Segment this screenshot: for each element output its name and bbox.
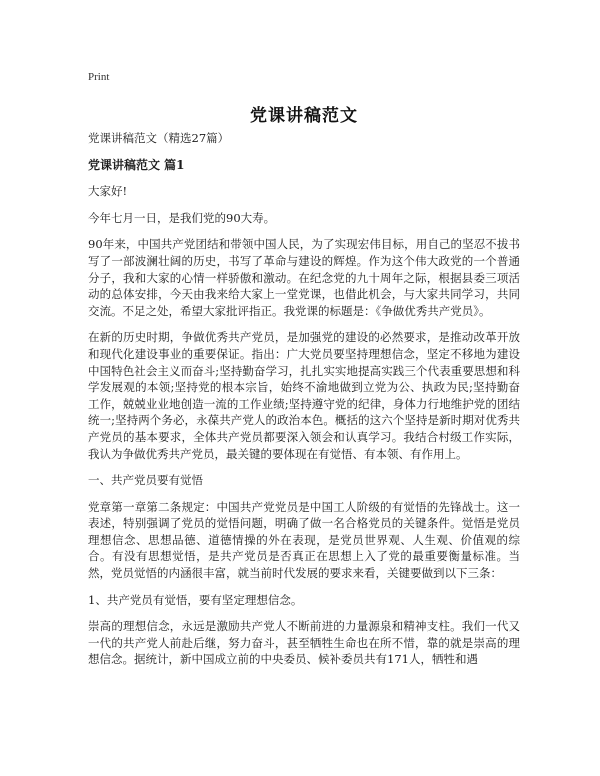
paragraph: 今年七月一日，是我们党的90大寿。 <box>88 210 276 225</box>
print-link[interactable]: Print <box>88 71 110 83</box>
list-item-heading: 1、共产党员有觉悟，要有坚定理想信念。 <box>88 592 303 607</box>
paragraph: 党章第一章第二条规定：中国共产党党员是中国工人阶级的有觉悟的先锋战士。这一表述，特别强调了党员的觉悟问题，明确了做一名合格党员的关键条件。觉悟是党员理想信念、思想品德、道德情操的外在表现，是党员世界观、人生观、价值观的综合。有没有思想觉悟，是共产党员是否真正在思想上入了党的最重要衡量标准。当然，党员觉悟的内涵很丰富，就当前时代发展的要求来看，关键要做到以下三条： <box>88 499 520 581</box>
document-body <box>88 130 520 678</box>
document-subtitle: 党课讲稿范文（精选27篇） <box>88 131 230 145</box>
greeting-paragraph: 大家好! <box>88 184 128 199</box>
page-title: 党课讲稿范文 <box>250 106 358 126</box>
section-heading: 党课讲稿范文 篇1 <box>88 157 185 172</box>
paragraph: 崇高的理想信念，永远是激励共产党人不断前进的力量源泉和精神支柱。我们一代又一代的共产党人前赴后继，努力奋斗，甚至牺牲生命也在所不惜，靠的就是崇高的理想信念。据统计，新中国成立前的中央委员、候补委员共有171人，牺牲和遇 <box>88 619 520 667</box>
subsection-heading: 一、共产党员要有觉悟 <box>88 473 203 488</box>
paragraph: 在新的历史时期，争做优秀共产党员，是加强党的建设的必然要求，是推动改革开放和现代化建设事业的重要保证。指出：广大党员要坚持理想信念，坚定不移地为建设中国特色社会主义而奋斗;坚持勤奋学习，扎扎实实地提高实践三个代表重要思想和科学发展观的本领;坚持党的根本宗旨，始终不渝地做到立党为公、执政为民;坚持勤奋工作，兢兢业业地创造一流的工作业绩;坚持遵守党的纪律，身体力行地维护党的团结统一;坚持两个务必，永葆共产党人的政治本色。概括的这六个坚持是新时期对优秀共产党员的基本要求，全体共产党员都要深入领会和认真学习。我结合村级工作实际，我认为争做优秀共产党员，最关键的要体现在有觉悟、有本领、有作用上。 <box>88 330 520 461</box>
paragraph: 90年来，中国共产党团结和带领中国人民，为了实现宏伟目标，用自己的坚忍不拔书写了一部波澜壮阔的历史，书写了革命与建设的辉煌。作为这个伟大政党的一个普通分子，我和大家的心情一样骄傲和激动。在纪念党的九十周年之际，根据县委三项活动的总体安排，今天由我来给大家上一堂党课，也借此机会，与大家共同学习，共同交流。不足之处，希望大家批评指正。我党课的标题是：《争做优秀共产党员》。 <box>88 237 520 318</box>
